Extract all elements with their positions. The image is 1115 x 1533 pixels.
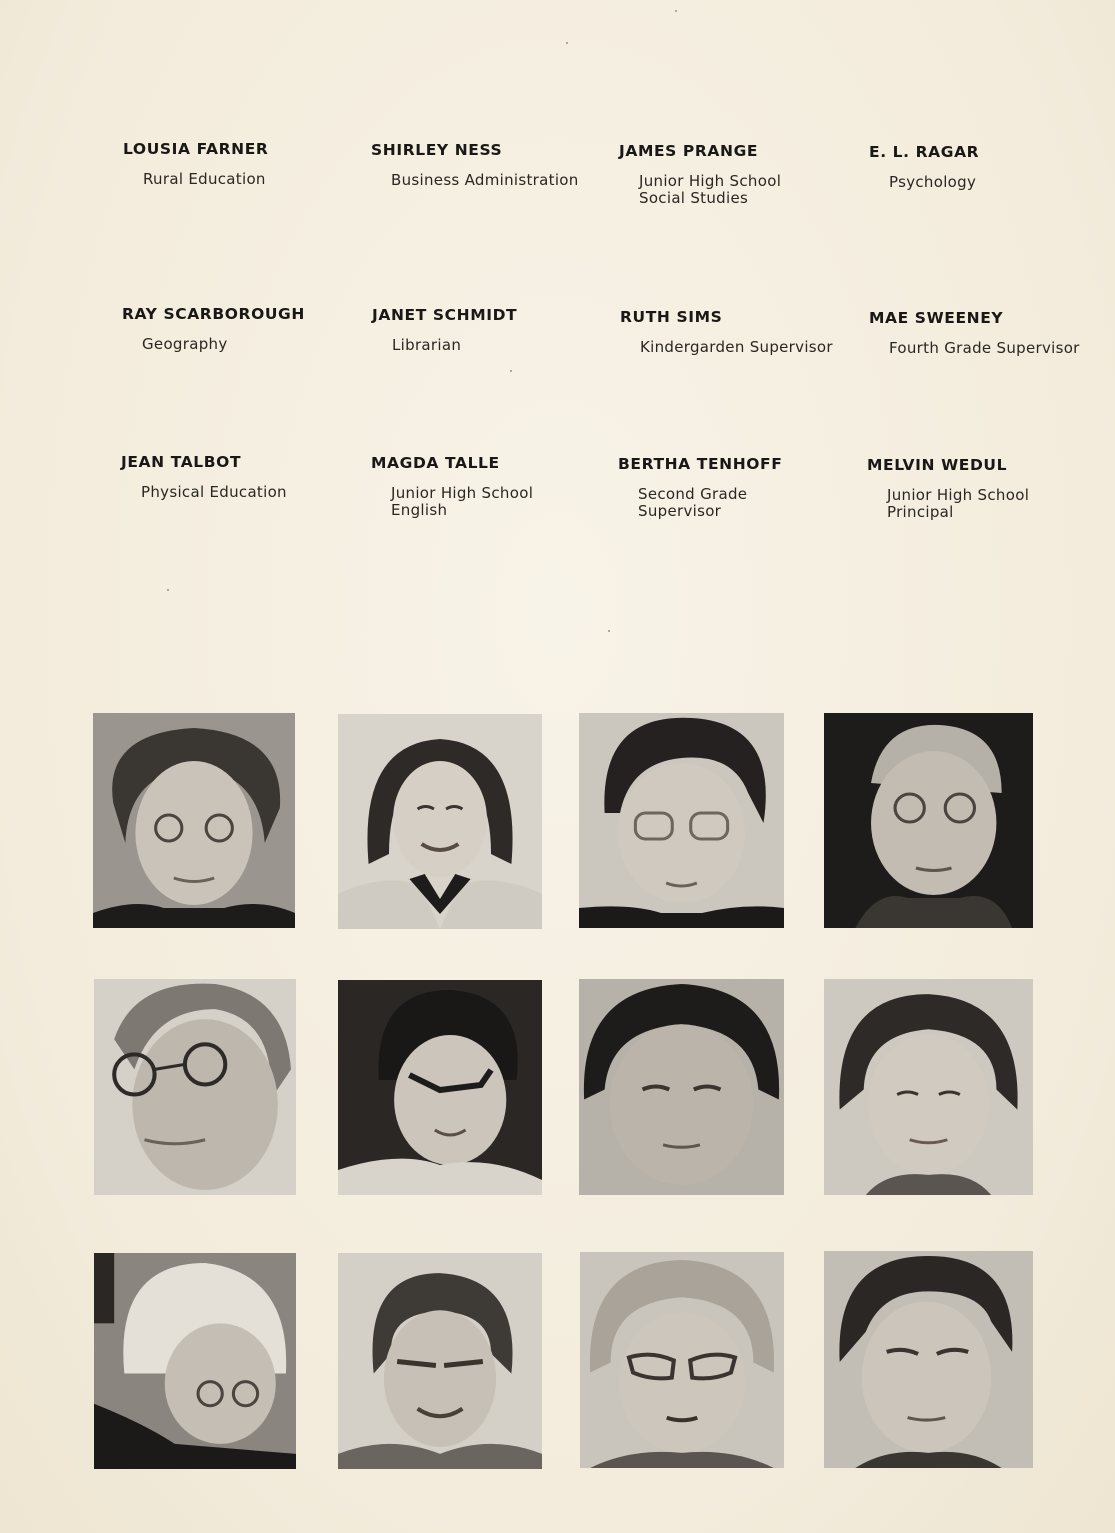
- staff-role: Psychology: [889, 173, 977, 191]
- staff-name: MELVIN WEDUL: [867, 456, 1008, 474]
- staff-entry-schmidt: [372, 306, 612, 354]
- staff-role: Junior High School Principal: [887, 486, 1030, 521]
- staff-role: Physical Education: [141, 483, 287, 501]
- staff-name: LOUSIA FARNER: [123, 140, 269, 158]
- paper-speck: [167, 589, 169, 591]
- portrait-photo-prange: [579, 713, 784, 928]
- staff-entry-tenhoff: [618, 455, 858, 520]
- staff-entry-farner: [123, 140, 363, 188]
- staff-name: RUTH SIMS: [620, 308, 723, 326]
- staff-entry-sims: [620, 308, 860, 356]
- portrait-photo-farner: [93, 713, 295, 928]
- staff-name: JAMES PRANGE: [619, 142, 759, 160]
- portrait-photo-talle: [338, 1253, 542, 1469]
- staff-name: BERTHA TENHOFF: [618, 455, 783, 473]
- staff-entry-sweeney: [869, 309, 1109, 357]
- paper-speck: [675, 10, 677, 12]
- portrait-photo-sims: [579, 979, 784, 1195]
- staff-entry-scarborough: [122, 305, 362, 353]
- staff-role: Junior High School English: [391, 484, 534, 519]
- paper-speck: [510, 370, 512, 372]
- staff-entry-talbot: [121, 453, 361, 501]
- staff-name: SHIRLEY NESS: [371, 141, 503, 159]
- staff-entry-prange: [619, 142, 859, 207]
- paper-speck: [566, 42, 568, 44]
- staff-role: Second Grade Supervisor: [638, 485, 748, 520]
- staff-name: MAE SWEENEY: [869, 309, 1004, 327]
- staff-role: Rural Education: [143, 170, 266, 188]
- staff-role: Business Administration: [391, 171, 579, 189]
- portrait-photo-ness: [338, 714, 542, 929]
- staff-role: Librarian: [392, 336, 462, 354]
- portrait-photo-tenhoff: [580, 1252, 784, 1468]
- staff-role: Junior High School Social Studies: [639, 172, 782, 207]
- portrait-photo-schmidt: [338, 980, 542, 1195]
- portrait-photo-scarborough: [94, 979, 296, 1195]
- staff-name: JANET SCHMIDT: [372, 306, 518, 324]
- staff-name: JEAN TALBOT: [121, 453, 242, 471]
- staff-entry-wedul: [867, 456, 1107, 521]
- portrait-photo-wedul: [824, 1251, 1033, 1468]
- paper-speck: [608, 630, 610, 632]
- staff-role: Fourth Grade Supervisor: [889, 339, 1080, 357]
- staff-name: RAY SCARBOROUGH: [122, 305, 305, 323]
- portrait-photo-sweeney: [824, 979, 1033, 1195]
- staff-role: Kindergarden Supervisor: [640, 338, 833, 356]
- staff-name: MAGDA TALLE: [371, 454, 500, 472]
- staff-entry-ragar: [869, 143, 1109, 191]
- staff-name: E. L. RAGAR: [869, 143, 980, 161]
- staff-role: Geography: [142, 335, 228, 353]
- staff-entry-ness: [371, 141, 611, 189]
- portrait-photo-talbot: [94, 1253, 296, 1469]
- staff-entry-talle: [371, 454, 611, 519]
- portrait-photo-ragar: [824, 713, 1033, 928]
